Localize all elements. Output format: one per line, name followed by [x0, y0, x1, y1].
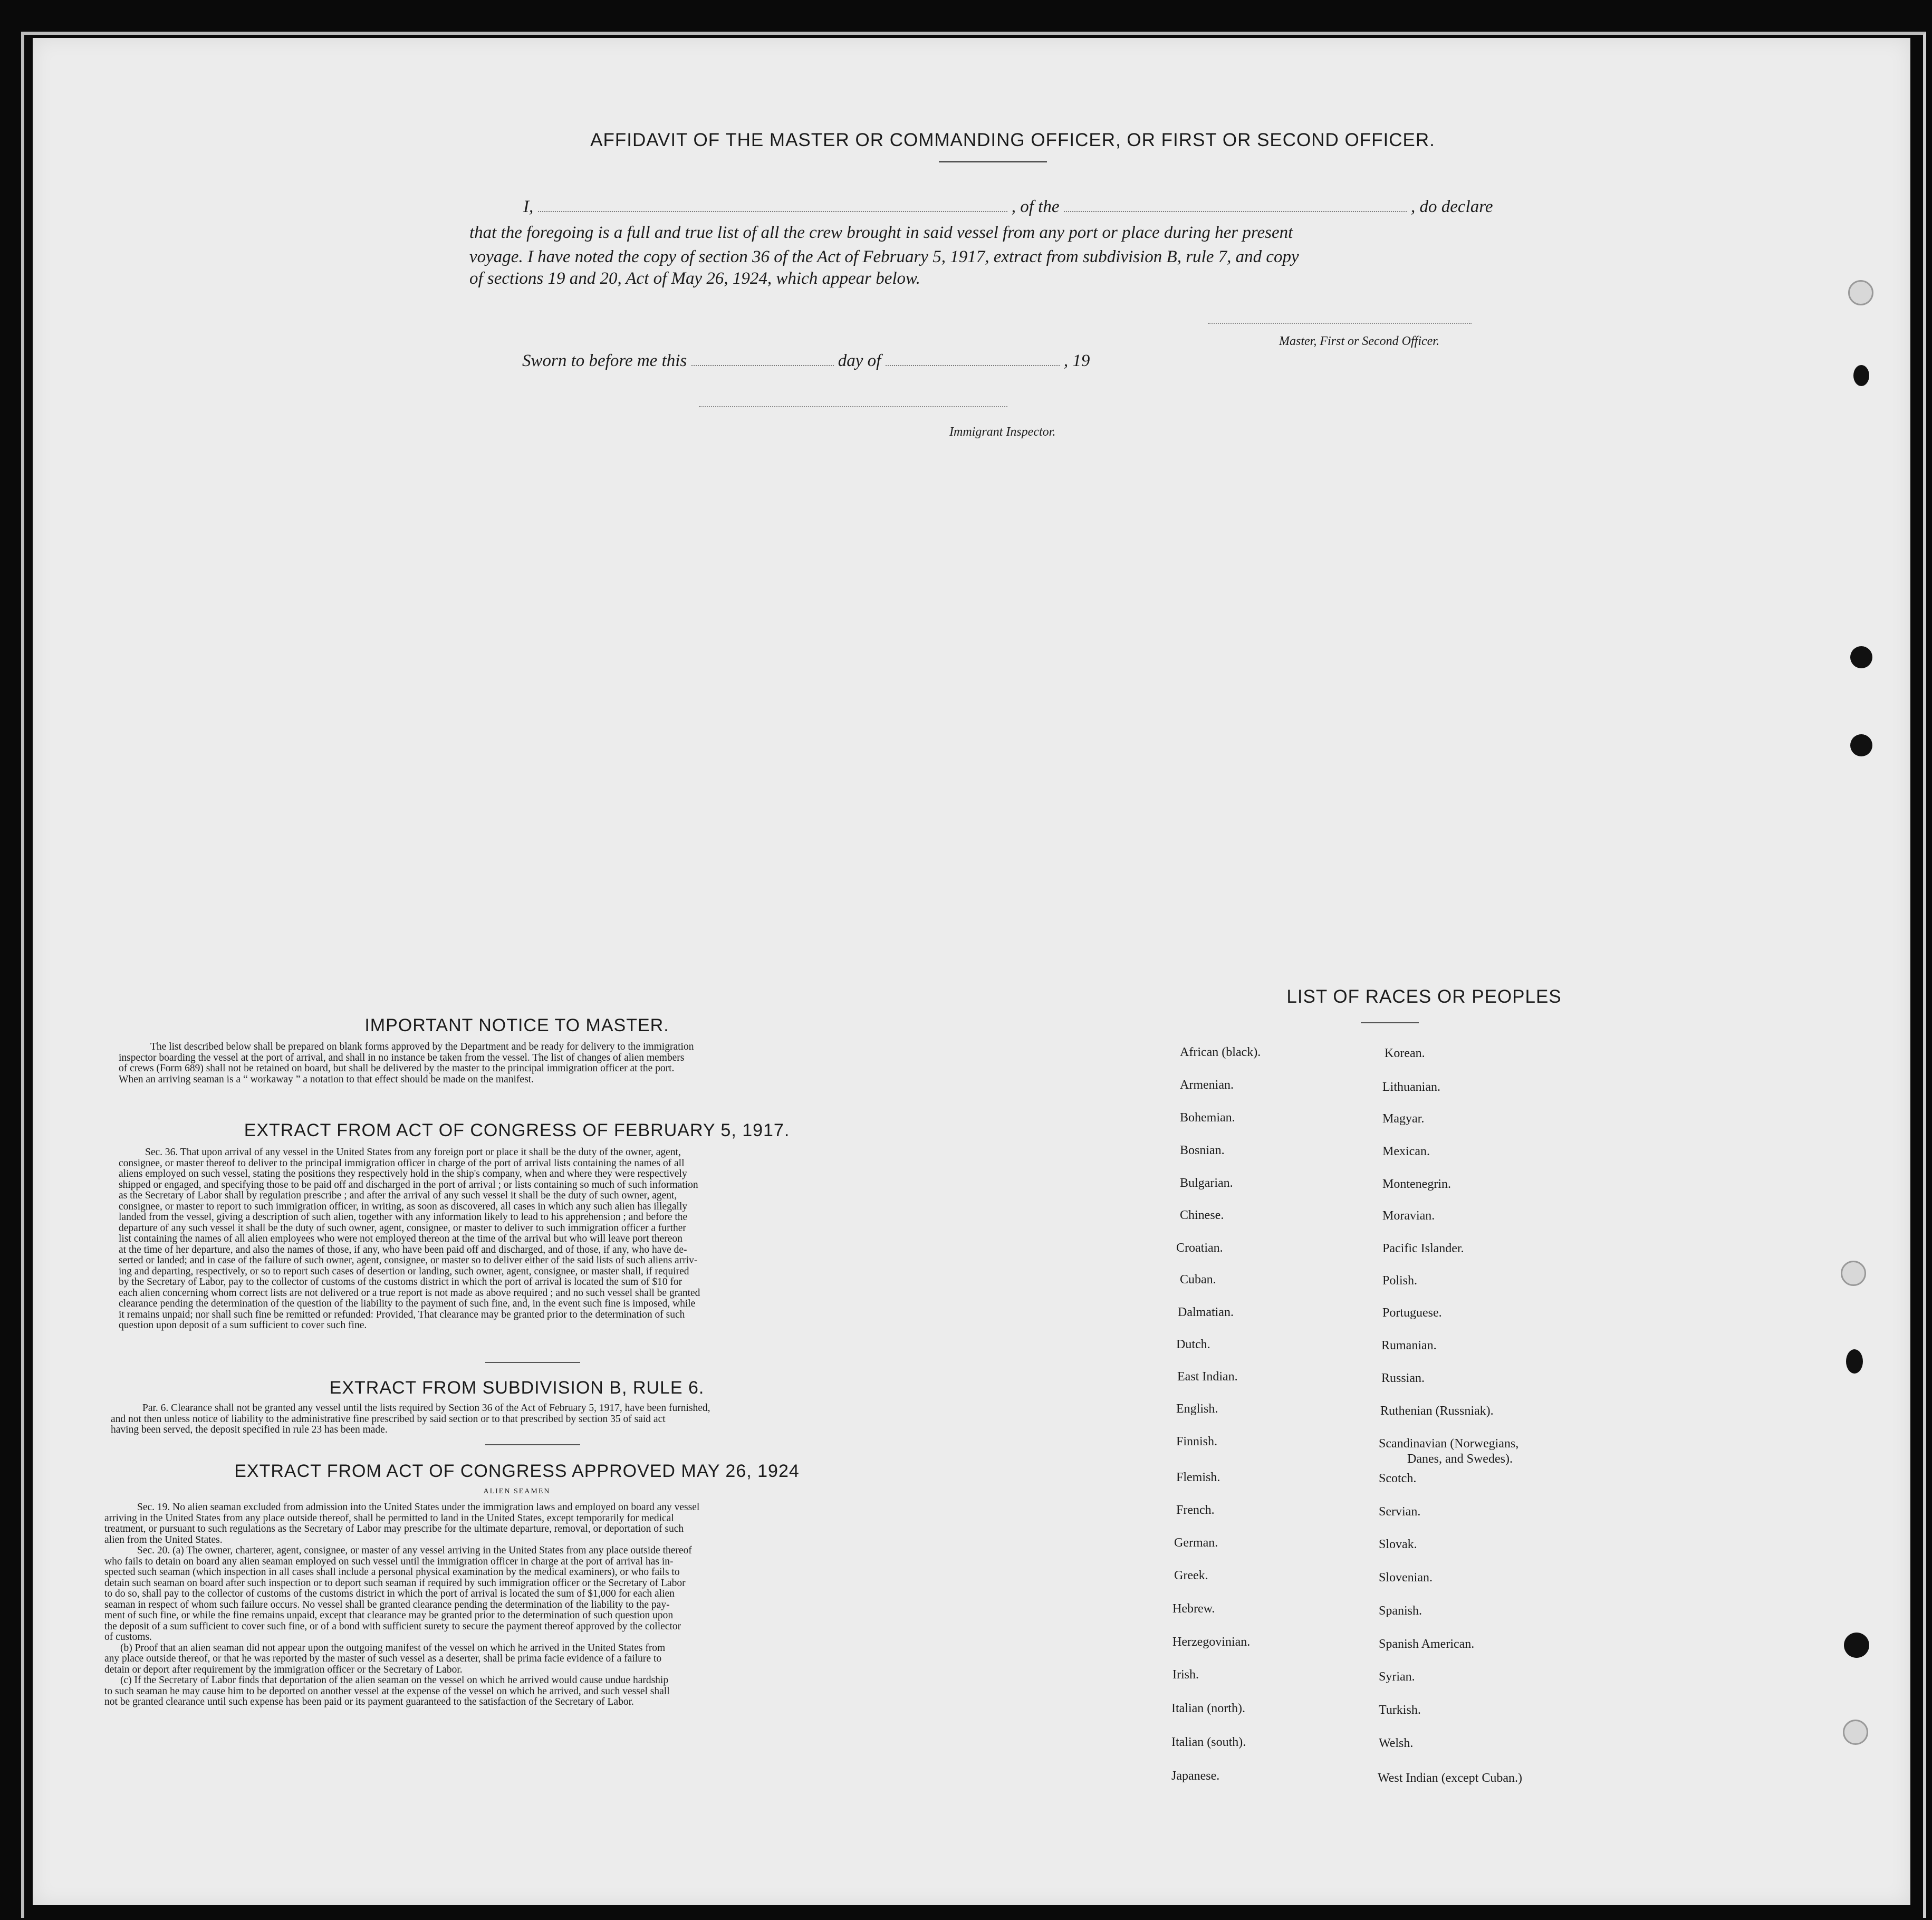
rule-6-line: Par. 6. Clearance shall not be granted any vessel until the lists required by Section 36 of the Act of February 5, 1917, have been furnished,: [142, 1403, 710, 1414]
race-item: Moravian.: [1382, 1209, 1435, 1223]
divider: [1361, 1022, 1419, 1023]
extract-1917-body: [119, 1147, 920, 1331]
race-item: Russian.: [1381, 1371, 1425, 1385]
extract-1924-line: treatment, or pursuant to such regulations as the Secretary of Labor may prescribe for the ultimate departure, removal, or deportation of such: [104, 1523, 684, 1534]
race-item: Armenian.: [1180, 1078, 1234, 1092]
divider: [485, 1444, 580, 1445]
extract-1917-line: it remains unpaid; nor shall such fine be remitted or refunded: Provided, That clearance may be granted prior to the determination of such: [119, 1309, 685, 1320]
extract-1924-line: ment of such fine, or while the fine remains unpaid, except that clearance may be granted prior to the determination of such question upon: [104, 1610, 674, 1621]
race-item: Dutch.: [1176, 1338, 1210, 1351]
extract-1917-line: clearance pending the determination of the question of the liability to the payment of such fine, and, in the event such fine is imposed, while: [119, 1298, 696, 1309]
rule-6-line: having been served, the deposit specified in rule 23 has been made.: [111, 1424, 388, 1435]
extract-1924-subtitle: ALIEN SEAMEN: [483, 1487, 551, 1495]
extract-1924-title: EXTRACT FROM ACT OF CONGRESS APPROVED MAY 26, 1924: [234, 1461, 800, 1481]
notice-line: inspector boarding the vessel at the port of arrival, and shall in no instance be taken from the vessel. The list of changes of alien members: [119, 1052, 685, 1063]
race-item: Portuguese.: [1382, 1306, 1442, 1320]
punch-hole: [1850, 734, 1872, 756]
race-item: Dalmatian.: [1178, 1305, 1234, 1319]
extract-1924-line: who fails to detain on board any alien seaman employed on such vessel until the immigration officer in charge at the port of arrival has in-: [104, 1556, 674, 1567]
extract-1924-line: seaman in respect of whom such failure occurs. No vessel shall be granted clearance pending the determination of the liability to the pay-: [104, 1599, 670, 1610]
race-item: French.: [1176, 1503, 1215, 1517]
punch-hole: [1843, 1720, 1868, 1745]
extract-1917-line: as the Secretary of Labor shall by regulation prescribe ; and after the arrival of any such vessel it shall be the duty of such owner, agent,: [119, 1190, 677, 1201]
race-item: Welsh.: [1379, 1736, 1414, 1750]
punch-hole: [1844, 1633, 1869, 1658]
extract-1917-line: aliens employed on such vessel, stating the positions they respectively hold in the ship's company, when and where they were respectively: [119, 1168, 687, 1179]
notice-body: [119, 1042, 920, 1085]
extract-1924-line: the deposit of a sum sufficient to cover such fine, or of a bond with sufficient surety to secure the payment thereof approved by the collector: [104, 1620, 681, 1632]
extract-1924-line: not be granted clearance until such expense has been paid or its payment guaranteed to the satisfaction of the Secretary of Labor.: [104, 1696, 634, 1707]
extract-1924-line: detain or deport after requirement by the immigration officer or the Secretary of Labor.: [104, 1664, 463, 1675]
declaration-i: I,: [523, 197, 534, 216]
race-item: Slovenian.: [1379, 1571, 1433, 1585]
race-item: Scotch.: [1379, 1472, 1417, 1485]
declaration-line-2: that the foregoing is a full and true list of all the crew brought in said vessel from any port or place during her present: [469, 223, 1293, 242]
extract-1924-line: Sec. 19. No alien seaman excluded from admission into the United States under the immigration laws and employed on board any vessel: [137, 1502, 700, 1513]
race-item: Bulgarian.: [1180, 1176, 1233, 1190]
race-item: Rumanian.: [1381, 1339, 1437, 1352]
extract-1924-line: (b) Proof that an alien seaman did not appear upon the outgoing manifest of the vessel on which he arrived in the United States from: [120, 1642, 666, 1654]
affidavit-title: AFFIDAVIT OF THE MASTER OR COMMANDING OFFICER, OR FIRST OR SECOND OFFICER.: [590, 130, 1435, 150]
punch-hole: [1853, 365, 1869, 386]
extract-1917-title: EXTRACT FROM ACT OF CONGRESS OF FEBRUARY 5, 1917.: [244, 1120, 790, 1140]
notice-title: IMPORTANT NOTICE TO MASTER.: [364, 1015, 669, 1035]
punch-hole: [1841, 1261, 1866, 1286]
extract-1924-line: spected such seaman (which inspection in all cases shall include a personal physical examination by the medical examiners), or who fails to: [104, 1567, 680, 1578]
notice-line: When an arriving seaman is a “ workaway ” a notation to that effect should be made on the manifest.: [119, 1073, 534, 1085]
extract-1917-line: by the Secretary of Labor, pay to the collector of customs of the customs district in which the port of arrival is located the sum of $10 for: [119, 1276, 683, 1288]
name-blank[interactable]: [538, 211, 1007, 212]
rule-6-title: EXTRACT FROM SUBDIVISION B, RULE 6.: [329, 1378, 705, 1398]
race-item: Flemish.: [1176, 1471, 1220, 1484]
extract-1917-line: departure of any such vessel it shall be the duty of such owner, agent, consignee, or master to deliver to such immigration officer a further: [119, 1222, 686, 1234]
rule-6-body: [111, 1403, 923, 1436]
notice-line: The list described below shall be prepared on blank forms approved by the Department and be ready for delivery to the immigration: [150, 1041, 694, 1052]
race-item: West Indian (except Cuban.): [1378, 1771, 1522, 1785]
extract-1917-line: shipped or engaged, and specifying those to be paid off and discharged in the port of arrival ; or lists containing so much of such information: [119, 1179, 698, 1191]
race-item: Italian (north).: [1171, 1702, 1245, 1715]
declaration-line-3: voyage. I have noted the copy of section 36 of the Act of February 5, 1917, extract from subdivision B, rule 7, and copy: [469, 247, 1299, 266]
race-item: Bosnian.: [1180, 1144, 1225, 1157]
day-of-text: day of: [838, 351, 881, 370]
race-item: Scandinavian (Norwegians,: [1379, 1437, 1519, 1451]
race-item: Croatian.: [1176, 1241, 1223, 1255]
race-item: Syrian.: [1379, 1670, 1415, 1684]
sworn-text: Sworn to before me this: [522, 351, 687, 370]
race-item: Finnish.: [1176, 1435, 1218, 1448]
extract-1924-line: arriving in the United States from any place outside thereof, shall be permitted to land in the United States, except temporarily for medical: [104, 1512, 674, 1524]
divider: [939, 161, 1047, 162]
extract-1924-line: Sec. 20. (a) The owner, charterer, agent, consignee, or master of any vessel arriving in the United States from any place outside thereof: [137, 1545, 692, 1556]
extract-1917-line: list containing the names of all alien employees who were not employed thereon at the time of the arrival but who will leave port thereon: [119, 1233, 683, 1244]
declaration-end: , do declare: [1410, 197, 1493, 216]
extract-1917-line: ing and departing, respectively, or so to report such cases of desertion or landing, such owner, agent, consignee, or master shall, if required: [119, 1265, 689, 1277]
day-blank[interactable]: [691, 365, 834, 366]
extract-1917-line: consignee, or master thereof to deliver to the principal immigration officer in charge of the port of arrival lists containing the names of all: [119, 1157, 685, 1169]
inspector-signature-caption: Immigrant Inspector.: [949, 425, 1056, 439]
extract-1917-line: question upon deposit of a sum sufficient to cover such fine.: [119, 1320, 367, 1331]
rule-6-line: and not then unless notice of liability to the administrative fine prescribed by said section or to that prescribed by section 35 of said act: [111, 1413, 666, 1425]
master-signature-caption: Master, First or Second Officer.: [1279, 334, 1439, 348]
extract-1917-line: Sec. 36. That upon arrival of any vessel in the United States from any foreign port or place it shall be the duty of the owner, agent,: [145, 1147, 681, 1158]
divider: [485, 1362, 580, 1363]
month-blank[interactable]: [886, 365, 1060, 366]
race-item: Slovak.: [1379, 1538, 1417, 1551]
race-item: German.: [1174, 1536, 1218, 1550]
race-item: Mexican.: [1382, 1145, 1430, 1158]
extract-1924-body: [104, 1502, 915, 1708]
race-item: Herzegovinian.: [1172, 1635, 1251, 1649]
inspector-signature-line[interactable]: [699, 406, 1007, 407]
race-item: Irish.: [1172, 1668, 1199, 1682]
declaration-line-1: [523, 197, 1493, 217]
race-item: Spanish.: [1379, 1604, 1422, 1618]
race-item: Hebrew.: [1172, 1602, 1215, 1616]
master-signature-line[interactable]: [1208, 323, 1472, 324]
extract-1924-line: of customs.: [104, 1631, 152, 1643]
declaration-of: , of the: [1011, 197, 1060, 216]
sworn-line: [522, 351, 1090, 371]
race-item: Greek.: [1174, 1569, 1208, 1582]
race-item: Turkish.: [1379, 1703, 1421, 1717]
punch-hole: [1850, 646, 1872, 668]
race-item: Pacific Islander.: [1382, 1242, 1464, 1255]
race-item: African (black).: [1180, 1045, 1261, 1059]
extract-1924-line: to do so, shall pay to the collector of customs of the customs district in which the port of arrival is located the sum of $1,000 for each alien: [104, 1588, 675, 1599]
extract-1924-line: alien from the United States.: [104, 1534, 223, 1545]
extract-1917-line: at the time of her departure, and also the names of those, if any, who have been paid off and discharged, and of those, if any, who have de-: [119, 1244, 687, 1255]
extract-1917-line: landed from the vessel, giving a description of such alien, together with any information likely to lead to his apprehension ; and before the: [119, 1212, 688, 1223]
punch-hole: [1846, 1349, 1863, 1374]
race-item: Ruthenian (Russniak).: [1380, 1404, 1494, 1418]
race-item: Danes, and Swedes).: [1407, 1452, 1513, 1466]
race-item: Chinese.: [1180, 1208, 1224, 1222]
extract-1924-line: any place outside thereof, or that he was reported by the master of such vessel as a deserter, shall be prima facie evidence of a failure to: [104, 1653, 662, 1664]
races-title: LIST OF RACES OR PEOPLES: [1286, 986, 1562, 1007]
extract-1924-line: to such seaman he may cause him to be deported on another vessel at the expense of the vessel on which he arrived, and such vessel shall: [104, 1685, 670, 1697]
year-text: , 19: [1063, 351, 1090, 370]
race-item: East Indian.: [1177, 1370, 1238, 1384]
race-item: Japanese.: [1171, 1769, 1220, 1783]
race-item: Korean.: [1385, 1047, 1425, 1060]
declaration-line-4: of sections 19 and 20, Act of May 26, 1924, which appear below.: [469, 269, 920, 288]
vessel-blank[interactable]: [1064, 211, 1407, 212]
extract-1924-line: detain such seaman on board after such inspection or to deport such seaman if required by such immigration officer or the Secretary of Labor: [104, 1577, 686, 1589]
race-item: Lithuanian.: [1382, 1080, 1440, 1094]
race-item: Polish.: [1382, 1274, 1418, 1288]
race-item: Montenegrin.: [1382, 1177, 1451, 1191]
race-item: English.: [1176, 1402, 1218, 1416]
extract-1917-line: each alien concerning whom correct lists are not delivered or a true report is not made as above required ; and no such vessel shall be granted: [119, 1287, 700, 1299]
race-item: Magyar.: [1382, 1112, 1425, 1126]
extract-1917-line: consignee, or master to report to such immigration officer, in writing, as soon as discovered, all cases in which any such alien has illegally: [119, 1201, 688, 1212]
extract-1924-line: (c) If the Secretary of Labor finds that deportation of the alien seaman on the vessel on which he arrived would cause undue hardship: [120, 1675, 669, 1686]
race-item: Spanish American.: [1379, 1637, 1475, 1651]
race-item: Servian.: [1379, 1505, 1421, 1519]
race-item: Bohemian.: [1180, 1111, 1235, 1125]
extract-1917-line: serted or landed; and in case of the failure of such owner, agent, consignee, or master so to deliver either of the said lists of such aliens arriv-: [119, 1255, 698, 1266]
race-item: Cuban.: [1180, 1273, 1216, 1287]
race-item: Italian (south).: [1171, 1735, 1246, 1749]
notice-line: of crews (Form 689) shall not be retained on board, but shall be delivered by the master to the principal immigration officer at the port.: [119, 1063, 675, 1074]
punch-hole: [1848, 280, 1873, 305]
